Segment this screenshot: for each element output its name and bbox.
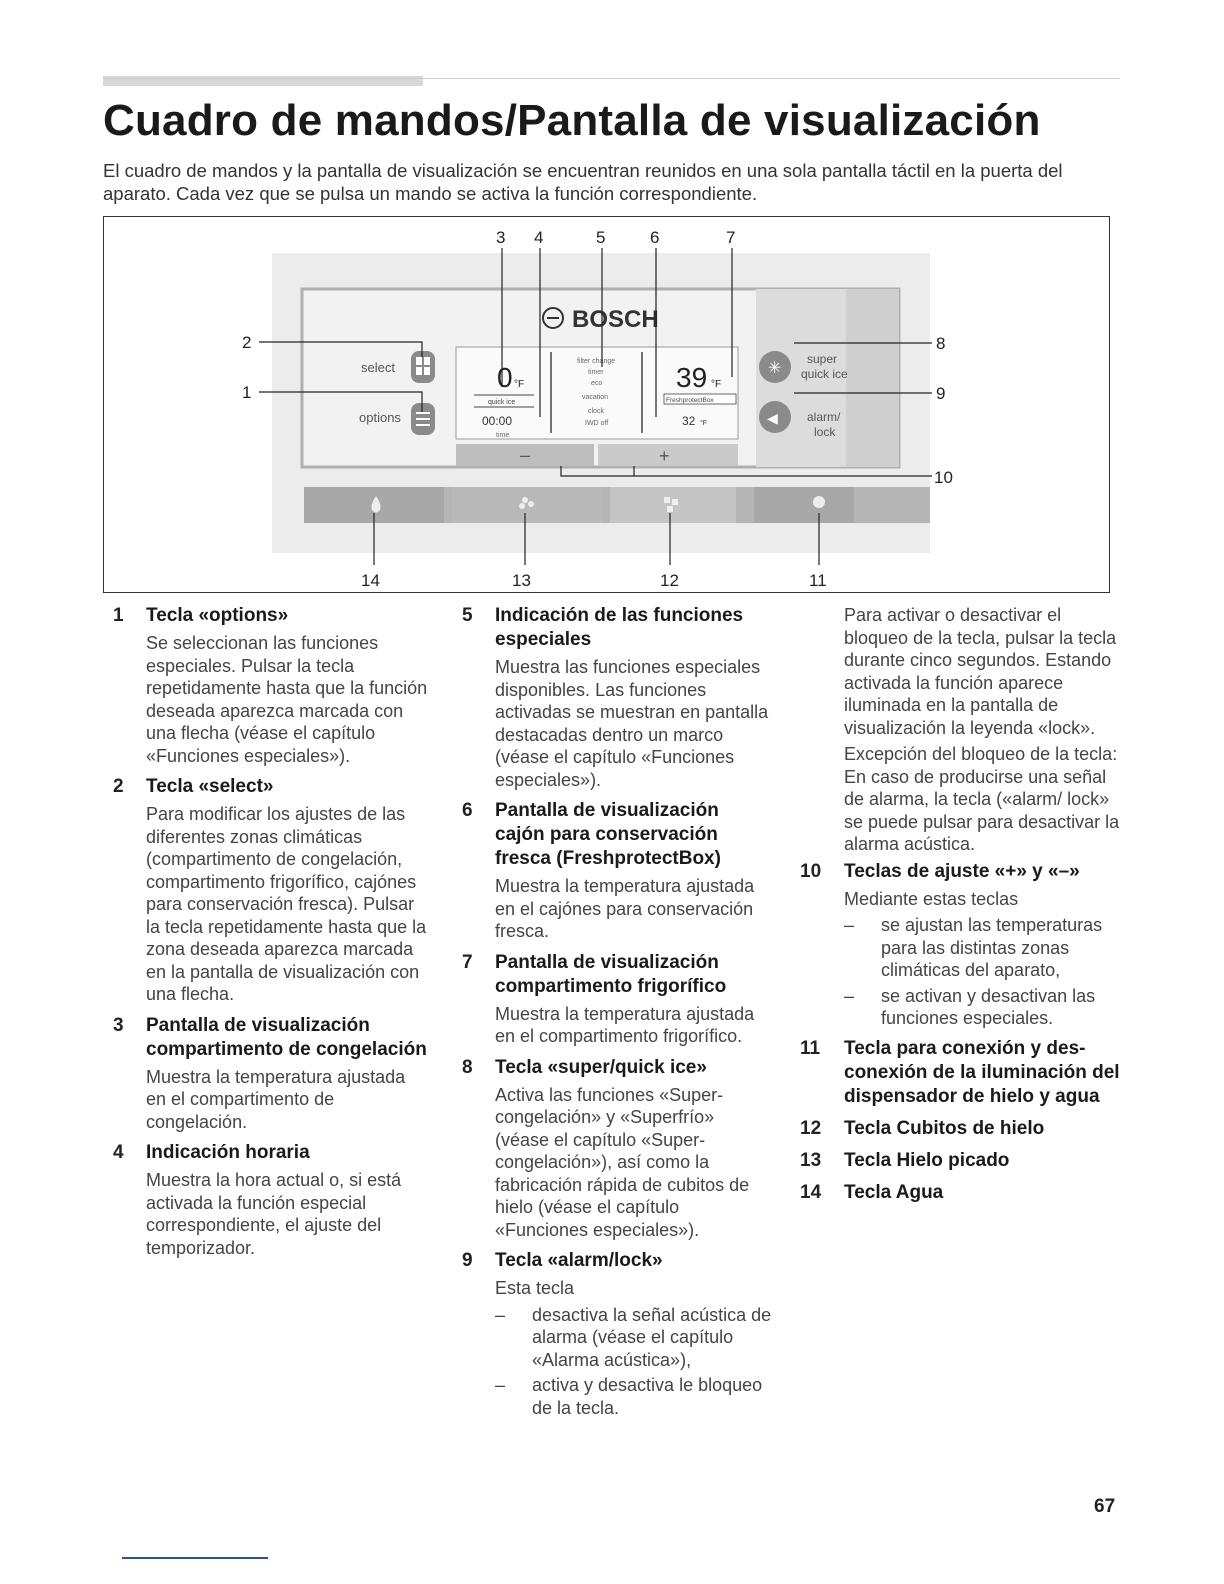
right-edge-shade [846, 289, 899, 467]
item-number: 10 [800, 860, 822, 882]
list-item [113, 1141, 428, 1263]
item-heading: Teclas de ajuste «+» y «–» [844, 860, 1080, 882]
callout-8: 8 [936, 334, 946, 353]
item-number: 3 [113, 1014, 124, 1036]
item-heading: Tecla Cubitos de hielo [844, 1117, 1045, 1139]
item-description: Muestra la temperatura ajustada en el compartimento frigorífico. [495, 1003, 755, 1046]
minus-key-label: – [520, 445, 531, 465]
item-number: 6 [462, 800, 473, 821]
list-item [462, 604, 772, 795]
select-icon [416, 357, 422, 365]
select-icon-part [424, 357, 430, 365]
item-number: 2 [113, 776, 124, 797]
plus-key-label: + [659, 446, 670, 466]
item-description: Para modificar los ajustes de las diferentes zonas climáticas (compartimento de congelación, compartimento frigorífico, cajónes para conservación fresca). Pulsar la tecla repetidamente hasta que la zona deseada aparezca marcada en la pantalla de visualización con una flecha. [146, 804, 427, 1004]
crushed-ice-key[interactable] [452, 487, 602, 523]
list-item [113, 1014, 428, 1138]
bullet-item: – se activan y desactivan las funciones especiales. [844, 985, 1120, 1030]
item-heading: Tecla «options» [146, 605, 289, 626]
ice-cubes-icon-part [672, 499, 678, 505]
crushed-ice-icon [522, 497, 528, 503]
item-number: 14 [800, 1181, 822, 1203]
special-timer: timer [588, 369, 604, 376]
item-9-exception: Excepción del bloqueo de la tecla: En caso de producirse una señal de alarma, la tecla («alarm/ lock» se puede pulsar para desactivar la alarma acústica. [844, 744, 1120, 854]
item-description: Muestra la hora actual o, si está activada la función especial correspondiente, el ajuste del temporizador. [146, 1170, 402, 1258]
callout-7: 7 [726, 228, 736, 247]
list-item [800, 1181, 1120, 1209]
item-heading: Tecla «alarm/lock» [495, 1250, 663, 1271]
item-description: Muestra la temperatura ajustada en el compartimento de congelación. [146, 1066, 406, 1132]
alarm-label: alarm/ [807, 410, 841, 424]
light-key[interactable] [754, 487, 854, 523]
list-item [462, 799, 772, 947]
item-number: 8 [462, 1056, 473, 1078]
bullet-item: – desactiva la señal acústica de alarma (véase el capítulo «Alarma acústica»), [495, 1304, 772, 1370]
special-clock: clock [588, 408, 604, 415]
item-number: 12 [800, 1117, 822, 1139]
freezer-temp-unit: °F [514, 379, 525, 390]
speaker-icon: ◀ [767, 410, 778, 426]
item-number: 5 [462, 605, 473, 626]
fridge-temp-display: 39 [676, 362, 708, 393]
item-description: Se seleccionan las funciones especiales. Pulsar la tecla repetidamente hasta que la función deseada aparezca marcada con una flecha (véase el capítulo «Funciones especiales»). [146, 633, 428, 766]
fridge-temp-unit: °F [711, 379, 722, 390]
select-icon-part [416, 367, 422, 375]
item-number: 4 [113, 1142, 124, 1163]
callout-10: 10 [934, 468, 953, 487]
item-heading: Tecla Hielo picado [844, 1149, 1010, 1171]
freshprotect-label: FreshprotectBox [666, 397, 714, 404]
ice-cubes-icon-part [667, 506, 673, 512]
list-item [800, 1037, 1120, 1113]
freshprotect-unit: °F [700, 420, 708, 427]
crushed-ice-icon-part [528, 501, 534, 507]
callout-6: 6 [650, 228, 660, 247]
list-item [800, 860, 1120, 1033]
control-panel-diagram [104, 217, 1111, 594]
list-item [462, 951, 772, 1052]
options-button-label: options [359, 410, 401, 425]
list-item [800, 1117, 1120, 1145]
item-heading: Tecla para conexión y des-conexión de la iluminación del dispensador de hielo y agua [844, 1037, 1120, 1107]
column-3 [800, 604, 1120, 1213]
ice-cubes-icon [664, 497, 670, 503]
bosch-logo-text: BOSCH [572, 306, 659, 333]
bullet-text: desactiva la señal acústica de alarma (véase el capítulo «Alarma acústica»), [532, 1304, 772, 1370]
special-vacation: vacation [582, 394, 609, 401]
item-9-continuation: Para activar o desactivar el bloqueo de la tecla, pulsar la tecla durante cinco segundos. Estando activada la función aparece iluminada en la pantalla de visualización la leyenda «lock». [844, 605, 1117, 738]
item-heading: Tecla «select» [146, 776, 274, 797]
callout-4: 4 [534, 228, 544, 247]
select-icon-part [424, 367, 430, 375]
footer-rule [122, 1557, 268, 1559]
item-number: 9 [462, 1250, 473, 1271]
callout-2: 2 [242, 333, 252, 352]
bullet-item: – activa y desactiva le bloqueo de la tecla. [495, 1374, 772, 1419]
callout-5: 5 [596, 228, 606, 247]
column-1 [113, 604, 428, 1267]
quick-ice-label: quick ice [801, 367, 848, 381]
time-label: time [496, 432, 510, 439]
page-title: Cuadro de mandos/Pantalla de visualización [103, 96, 1041, 145]
item-number: 1 [113, 605, 124, 626]
callout-9: 9 [936, 384, 946, 403]
item-description: Muestra las funciones especiales disponibles. Las funciones activadas se muestran en pantalla destacadas dentro un marco (véase el capítulo «Funciones especiales»). [495, 657, 769, 790]
callout-12: 12 [660, 571, 679, 590]
item-description: Esta tecla [495, 1278, 575, 1298]
list-item [462, 1056, 772, 1246]
item-description: Mediante estas teclas [844, 888, 1019, 909]
callout-1: 1 [242, 383, 252, 402]
bullet-item: – se ajustan las temperaturas para las distintas zonas climáticas del aparato, [844, 914, 1120, 982]
item-heading: Tecla «super/quick ice» [495, 1056, 707, 1078]
control-panel-figure [103, 216, 1110, 593]
item-description: Muestra la temperatura ajustada en el cajónes para conservación fresca. [495, 876, 755, 941]
select-button-label: select [361, 360, 395, 375]
freezer-temp-display: 0 [497, 362, 513, 393]
freshprotect-temp: 32 [682, 414, 696, 428]
item-heading: Pantalla de visualización compartimento frigorífico [495, 951, 727, 997]
special-eco: eco [591, 380, 603, 387]
clock-display: 00:00 [482, 414, 513, 428]
item-heading: Indicación horaria [146, 1142, 310, 1163]
quick-ice-indicator: quick ice [488, 399, 516, 406]
list-item [113, 775, 428, 1010]
item-heading: Tecla Agua [844, 1181, 944, 1203]
special-iwd-off: IWD off [585, 420, 609, 427]
super-label: super [807, 352, 838, 366]
item-heading: Pantalla de visualización compartimento de congelación [146, 1014, 427, 1060]
list-item [113, 604, 428, 771]
crushed-ice-icon-part [519, 503, 525, 509]
callout-11: 11 [809, 571, 827, 590]
snowflake-icon: ✳ [768, 360, 782, 377]
list-item [462, 1249, 772, 1422]
item-description: Activa las funciones «Super-congelación» y «Superfrío» (véase el capítulo «Super-congelación»), así como la fabricación rápida de cubitos de hielo (véase el capítulo «Funciones especiales»). [495, 1084, 750, 1240]
callout-13: 13 [512, 571, 531, 590]
special-filter-change: filter change [577, 358, 616, 365]
lock-label: lock [814, 425, 836, 439]
item-heading: Pantalla de visualización cajón para conservación fresca (FreshprotectBox) [495, 800, 721, 869]
callout-14: 14 [361, 571, 380, 590]
item-number: 7 [462, 951, 473, 973]
list-item [800, 1149, 1120, 1177]
light-bulb-icon [813, 496, 825, 508]
bullet-text: se ajustan las temperaturas para las distintas zonas climáticas del aparato, [881, 915, 1103, 980]
item-number: 11 [800, 1037, 821, 1059]
item-heading: Indicación de las funciones especiales [495, 605, 744, 650]
intro-paragraph: El cuadro de mandos y la pantalla de visualización se encuentran reunidos en una sola pantalla táctil en la puerta del aparato. Cada vez que se pulsa un mando se activa la función correspondiente. [103, 160, 1063, 204]
header-rule [103, 78, 1120, 79]
bullet-text: se activan y desactivan las funciones especiales. [881, 985, 1096, 1028]
select-button[interactable] [411, 351, 435, 383]
bullet-text: activa y desactiva le bloqueo de la tecla. [532, 1375, 763, 1418]
item-number: 13 [800, 1149, 822, 1171]
callout-3: 3 [496, 228, 506, 247]
page-number: 67 [1094, 1496, 1116, 1517]
column-2 [462, 604, 772, 1426]
